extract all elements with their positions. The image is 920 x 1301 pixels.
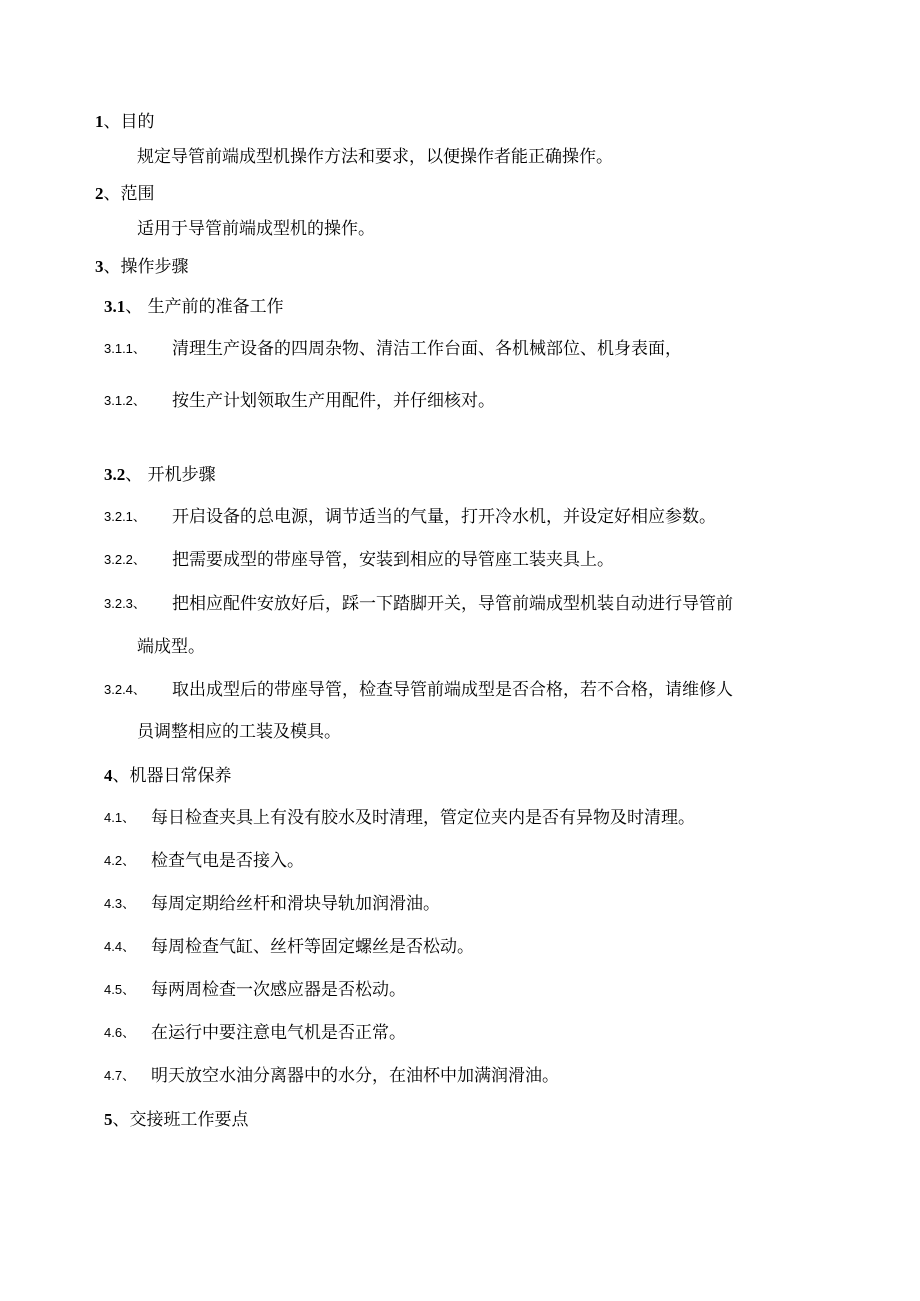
- paragraph-scope: 适用于导管前端成型机的操作。: [137, 219, 375, 239]
- item-text-3-2-3: 把相应配件安放好后，踩一下踏脚开关，导管前端成型机装自动进行导管前: [172, 594, 733, 614]
- item-number: 3.2.4、: [104, 682, 146, 697]
- list-item-3-2-4: [104, 682, 146, 698]
- list-item-3-1-1: [104, 341, 146, 357]
- list-item-4-6: [104, 1025, 135, 1041]
- item-text-3-1-2: 按生产计划领取生产用配件，并仔细核对。: [172, 391, 495, 411]
- item-number: 3.2.1、: [104, 509, 146, 524]
- list-item-4-1: [104, 810, 135, 826]
- item-text-4-5: 每两周检查一次感应器是否松动。: [151, 980, 406, 1000]
- subsection-number: 3.1: [104, 297, 126, 316]
- section-heading-4: [104, 767, 232, 785]
- subsection-number: 3.2: [104, 465, 126, 484]
- item-number: 3.2.2、: [104, 552, 146, 567]
- section-heading-5: [104, 1111, 249, 1129]
- list-item-4-3: [104, 896, 135, 912]
- item-number: 3.1.1、: [104, 341, 146, 356]
- section-title: 、机器日常保养: [112, 766, 232, 786]
- subsection-title: 、 开机步骤: [125, 465, 216, 485]
- list-item-4-4: [104, 939, 135, 955]
- subsection-title: 、 生产前的准备工作: [125, 297, 284, 317]
- item-number: 4.1、: [104, 810, 136, 825]
- item-text-4-7: 明天放空水油分离器中的水分，在油杯中加满润滑油。: [151, 1066, 559, 1086]
- item-number: 3.1.2、: [104, 393, 146, 408]
- item-text-4-1: 每日检查夹具上有没有胶水及时清理，管定位夹内是否有异物及时清理。: [151, 808, 695, 828]
- paragraph-purpose: 规定导管前端成型机操作方法和要求，以便操作者能正确操作。: [137, 147, 613, 167]
- section-title: 、交接班工作要点: [112, 1110, 249, 1130]
- item-number: 4.2、: [104, 853, 136, 868]
- item-number: 4.4、: [104, 939, 136, 954]
- item-text-4-4: 每周检查气缸、丝杆等固定螺丝是否松动。: [151, 937, 474, 957]
- item-text-3-2-3-continued: 端成型。: [137, 637, 205, 657]
- section-heading-2: [95, 185, 155, 203]
- section-number: 2: [95, 184, 104, 203]
- subsection-heading-3-2: [104, 466, 216, 484]
- section-number: 1: [95, 112, 104, 131]
- list-item-3-2-2: [104, 552, 146, 568]
- item-text-4-3: 每周定期给丝杆和滑块导轨加润滑油。: [151, 894, 440, 914]
- section-heading-3: [95, 258, 189, 276]
- item-text-4-6: 在运行中要注意电气机是否正常。: [151, 1023, 406, 1043]
- section-number: 4: [104, 766, 113, 785]
- item-number: 4.3、: [104, 896, 136, 911]
- list-item-4-5: [104, 982, 135, 998]
- section-number: 5: [104, 1110, 113, 1129]
- list-item-4-7: [104, 1068, 135, 1084]
- section-heading-1: [95, 113, 155, 131]
- section-number: 3: [95, 257, 104, 276]
- item-text-3-1-1: 清理生产设备的四周杂物、清洁工作台面、各机械部位、机身表面，: [172, 339, 682, 359]
- list-item-3-2-1: [104, 509, 146, 525]
- item-number: 3.2.3、: [104, 596, 146, 611]
- item-number: 4.5、: [104, 982, 136, 997]
- item-text-3-2-1: 开启设备的总电源，调节适当的气量，打开冷水机，并设定好相应参数。: [172, 507, 716, 527]
- item-text-3-2-4-continued: 员调整相应的工装及模具。: [137, 722, 341, 742]
- item-text-3-2-2: 把需要成型的带座导管，安装到相应的导管座工装夹具上。: [172, 550, 614, 570]
- item-text-3-2-4: 取出成型后的带座导管，检查导管前端成型是否合格，若不合格，请维修人: [172, 680, 733, 700]
- list-item-3-2-3: [104, 596, 146, 612]
- section-title: 、目的: [103, 112, 155, 132]
- item-text-4-2: 检查气电是否接入。: [151, 851, 304, 871]
- list-item-3-1-2: [104, 393, 146, 409]
- subsection-heading-3-1: [104, 298, 284, 316]
- section-title: 、操作步骤: [103, 257, 189, 277]
- list-item-4-2: [104, 853, 135, 869]
- item-number: 4.6、: [104, 1025, 136, 1040]
- item-number: 4.7、: [104, 1068, 136, 1083]
- section-title: 、范围: [103, 184, 155, 204]
